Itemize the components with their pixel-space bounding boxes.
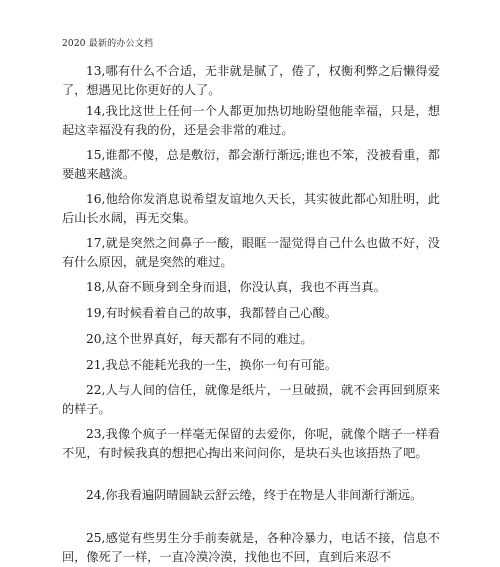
- paragraph-19: 19,有时候看着自己的故事，我都替自己心酸。: [86, 306, 337, 320]
- paragraph-14: 14,我比这世上任何一个人都更加热切地盼望他能幸福，只是，想起这幸福没有我的份，还是会非常的难过。: [62, 104, 440, 137]
- paragraph-21: 21,我总不能耗光我的一生，换你一句有可能。: [86, 358, 337, 372]
- paragraph-20: 20,这个世界真好，每天都有不同的难过。: [86, 332, 313, 346]
- paragraph-18: 18,从奋不顾身到全身而退，你没认真，我也不再当真。: [86, 280, 386, 294]
- paragraph-25: 25,感觉有些男生分手前奏就是，各种冷暴力，电话不接，信息不回，像死了一样，一直冷漠冷漠，找他也不回，直到后来忍不: [62, 531, 440, 564]
- paragraph-24: 24,你我看遍阴晴圆缺云舒云绻，终于在物是人非间渐行渐远。: [86, 488, 423, 502]
- paragraph-15: 15,谁都不傻，总是敷衍，都会渐行渐远;谁也不笨，没被看重，都要越来越淡。: [62, 148, 440, 181]
- page-header: 2020 最新的办公文档: [62, 39, 154, 49]
- paragraph-16: 16,他给你发消息说希望友谊地久天长，其实彼此都心知肚明，此后山长水阔，再无交集。: [62, 192, 440, 225]
- paragraph-22: 22,人与人间的信任，就像是纸片，一旦破损，就不会再回到原来的样子。: [62, 383, 440, 416]
- paragraph-17: 17,就是突然之间鼻子一酸，眼眶一湿觉得自己什么也做不好，没有什么原因，就是突然的难过。: [62, 236, 440, 269]
- paragraph-23: 23,我像个疯子一样毫无保留的去爱你，你呢，就像个瞎子一样看不见，有时候我真的想把心掏出来问问你，是块石头也该捂热了吧。: [62, 427, 440, 460]
- paragraph-13: 13,哪有什么不合适，无非就是腻了，倦了，权衡利弊之后懒得爱了，想遇见比你更好的人了。: [62, 64, 440, 97]
